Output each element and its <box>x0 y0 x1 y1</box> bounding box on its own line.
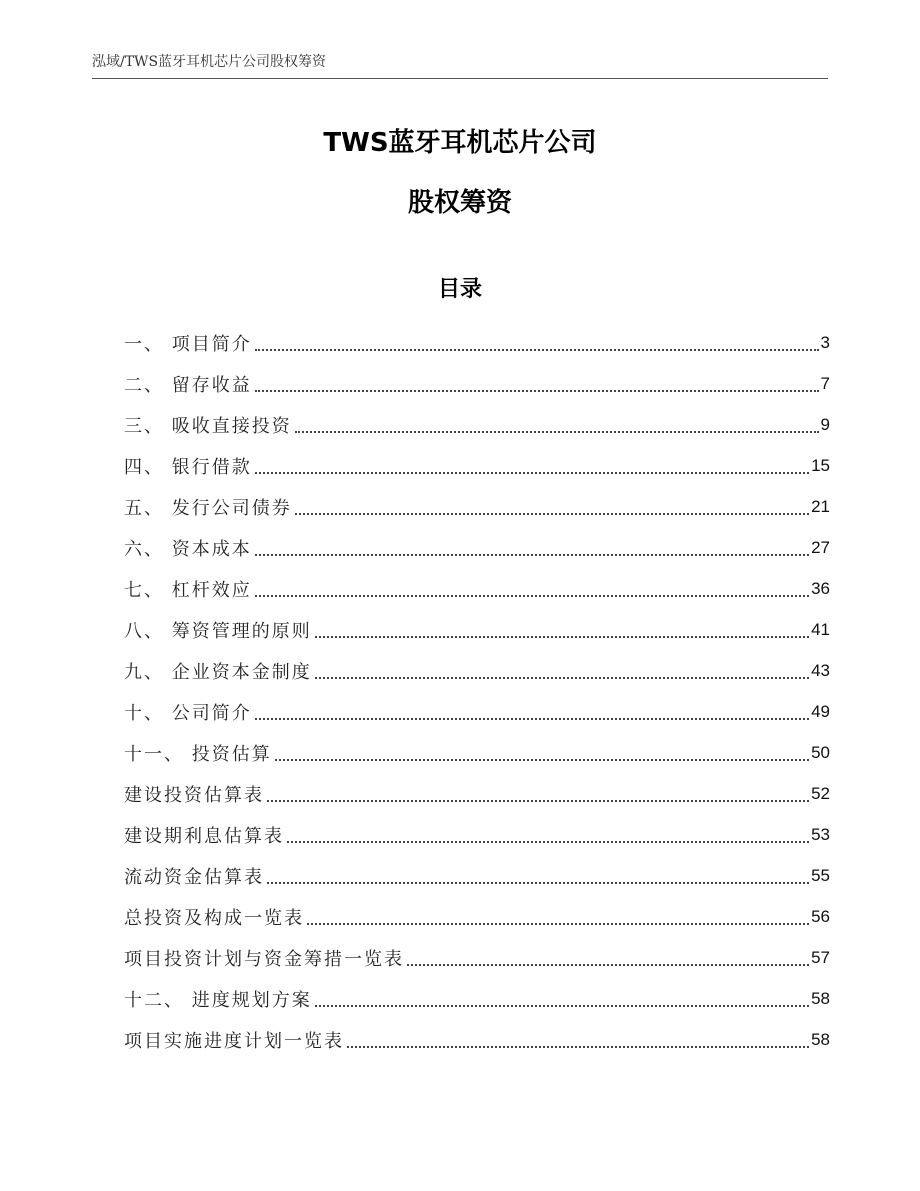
toc-entry-page-number: 52 <box>811 783 830 803</box>
toc-dot-leader <box>267 864 809 884</box>
toc-entry-label: 一、 项目简介 <box>124 333 252 355</box>
toc-entry-label: 十、 公司简介 <box>124 702 252 724</box>
toc-entry-page-number: 58 <box>811 1029 830 1049</box>
toc-entry-label: 二、 留存收益 <box>124 374 252 396</box>
toc-dot-leader <box>275 741 809 761</box>
toc-entry-label: 建设期利息估算表 <box>124 825 284 847</box>
toc-entry[interactable] <box>124 1019 830 1060</box>
toc-entry-label: 九、 企业资本金制度 <box>124 661 312 683</box>
toc-entry[interactable] <box>124 650 830 691</box>
toc-entry[interactable] <box>124 773 830 814</box>
toc-entry[interactable] <box>124 937 830 978</box>
toc-dot-leader <box>255 536 809 556</box>
toc-dot-leader <box>307 905 809 925</box>
table-of-contents <box>124 322 830 1060</box>
toc-heading: 目录 <box>437 277 482 302</box>
toc-entry[interactable] <box>124 896 830 937</box>
toc-entry-label: 十二、 进度规划方案 <box>124 989 312 1011</box>
document-subtitle: 股权筹资 <box>407 188 512 218</box>
toc-entry[interactable] <box>124 363 830 404</box>
toc-entry-page-number: 36 <box>811 578 830 598</box>
toc-entry[interactable] <box>124 978 830 1019</box>
toc-dot-leader <box>287 823 809 843</box>
toc-entry[interactable] <box>124 404 830 445</box>
toc-dot-leader <box>295 413 819 433</box>
toc-entry[interactable] <box>124 855 830 896</box>
page-header <box>92 50 828 79</box>
toc-dot-leader <box>255 454 809 474</box>
toc-dot-leader <box>315 618 809 638</box>
toc-entry-label: 五、 发行公司债券 <box>124 497 292 519</box>
toc-entry-page-number: 21 <box>811 496 830 516</box>
toc-entry-page-number: 43 <box>811 660 830 680</box>
toc-dot-leader <box>295 495 809 515</box>
toc-dot-leader <box>255 331 819 351</box>
toc-entry-label: 十一、 投资估算 <box>124 743 272 765</box>
toc-entry[interactable] <box>124 486 830 527</box>
toc-entry[interactable] <box>124 568 830 609</box>
toc-entry-label: 总投资及构成一览表 <box>124 907 304 929</box>
toc-dot-leader <box>255 372 819 392</box>
toc-entry-label: 流动资金估算表 <box>124 866 264 888</box>
toc-entry-page-number: 15 <box>811 455 830 475</box>
toc-entry-page-number: 53 <box>811 824 830 844</box>
toc-entry-page-number: 57 <box>811 947 830 967</box>
toc-entry[interactable] <box>124 445 830 486</box>
toc-entry-label: 三、 吸收直接投资 <box>124 415 292 437</box>
toc-dot-leader <box>347 1028 809 1048</box>
toc-dot-leader <box>315 659 809 679</box>
toc-dot-leader <box>315 987 809 1007</box>
toc-entry-label: 建设投资估算表 <box>124 784 264 806</box>
toc-entry[interactable] <box>124 691 830 732</box>
toc-entry-label: 四、 银行借款 <box>124 456 252 478</box>
header-text: 泓域/TWS蓝牙耳机芯片公司股权筹资 <box>92 54 327 70</box>
toc-entry[interactable] <box>124 527 830 568</box>
toc-dot-leader <box>407 946 809 966</box>
toc-entry-page-number: 50 <box>811 742 830 762</box>
toc-entry-label: 项目实施进度计划一览表 <box>124 1030 344 1052</box>
toc-entry-page-number: 9 <box>820 414 830 434</box>
toc-dot-leader <box>267 782 809 802</box>
toc-entry-page-number: 3 <box>820 332 830 352</box>
toc-entry-label: 项目投资计划与资金筹措一览表 <box>124 948 404 970</box>
toc-entry-page-number: 56 <box>811 906 830 926</box>
toc-entry-page-number: 55 <box>811 865 830 885</box>
toc-entry-page-number: 41 <box>811 619 830 639</box>
toc-entry-page-number: 58 <box>811 988 830 1008</box>
toc-entry-label: 七、 杠杆效应 <box>124 579 252 601</box>
toc-dot-leader <box>255 577 809 597</box>
toc-entry[interactable] <box>124 814 830 855</box>
toc-entry-page-number: 49 <box>811 701 830 721</box>
toc-entry-label: 六、 资本成本 <box>124 538 252 560</box>
toc-entry[interactable] <box>124 732 830 773</box>
toc-entry-page-number: 27 <box>811 537 830 557</box>
toc-entry[interactable] <box>124 609 830 650</box>
toc-entry-label: 八、 筹资管理的原则 <box>124 620 312 642</box>
toc-dot-leader <box>255 700 809 720</box>
toc-entry[interactable] <box>124 322 830 363</box>
toc-entry-page-number: 7 <box>820 373 830 393</box>
document-title: TWS蓝牙耳机芯片公司 <box>323 128 597 158</box>
